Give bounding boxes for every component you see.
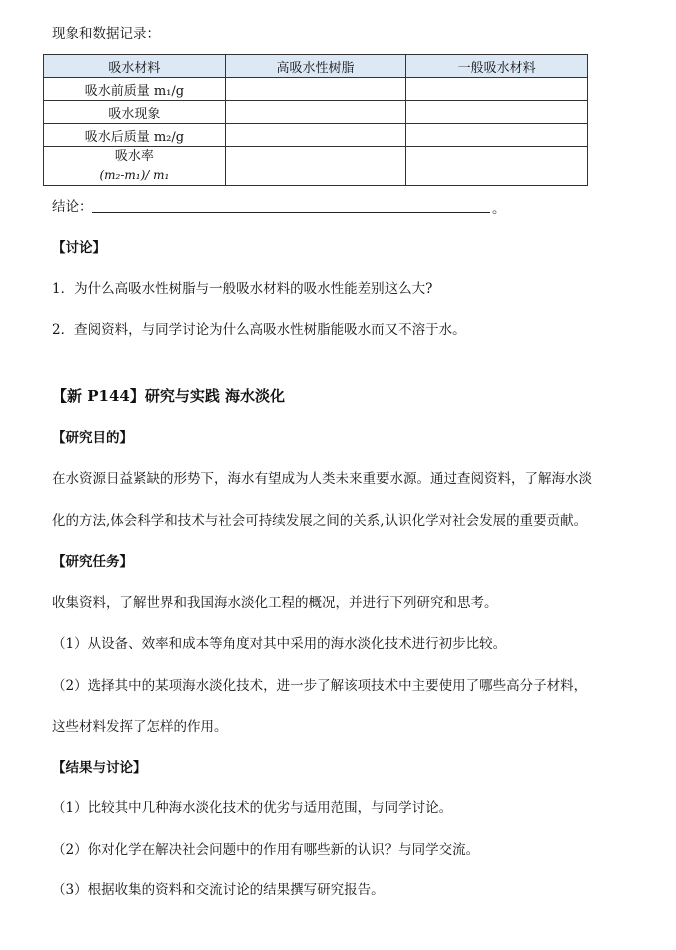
conclusion-blank-line: [92, 212, 490, 213]
empty-cell: [225, 147, 406, 186]
table-header-cell: 吸水材料: [44, 55, 226, 78]
table-row: [44, 78, 588, 101]
task-title: 【研究任务】: [52, 554, 133, 570]
result-item-1: （1）比较其中几种海水淡化技术的优劣与适用范围，与同学讨论。: [52, 800, 453, 816]
table-header-cell: 高吸水性树脂: [225, 55, 406, 78]
empty-cell: [225, 124, 406, 147]
result-item-3: （3）根据收集的资料和交流讨论的结果撰写研究报告。: [52, 882, 385, 898]
discussion-question-1: 1．为什么高吸水性树脂与一般吸水材料的吸水性能差别这么大?: [52, 281, 433, 297]
row-label: 吸水前质量 m₁/g: [44, 78, 226, 101]
table-row: [44, 124, 588, 147]
conclusion-end: 。: [492, 201, 506, 217]
rate-label: 吸水率: [114, 149, 154, 164]
task-item-1: （1）从设备、效率和成本等角度对其中采用的海水淡化技术进行初步比较。: [52, 636, 507, 652]
empty-cell: [406, 78, 588, 101]
result-title: 【结果与讨论】: [52, 760, 147, 776]
task-intro: 收集资料，了解世界和我国海水淡化工程的概况，并进行下列研究和思考。: [52, 595, 498, 611]
task-item-2-cont: 这些材料发挥了怎样的作用。: [52, 719, 228, 735]
rate-formula: (m₂-m₁)/ m₁: [99, 168, 170, 182]
empty-cell: [406, 101, 588, 124]
table-row: [44, 101, 588, 124]
row-label: 吸水现象: [44, 101, 226, 124]
discussion-title: 【讨论】: [52, 240, 106, 256]
task-item-2: （2）选择其中的某项海水淡化技术，进一步了解该项技术中主要使用了哪些高分子材料，: [52, 678, 588, 694]
purpose-line-2: 化的方法,体会科学和技术与社会可持续发展之间的关系,认识化学对社会发展的重要贡献。: [52, 513, 588, 529]
empty-cell: [225, 101, 406, 124]
discussion-question-2: 2．查阅资料，与同学讨论为什么高吸水性树脂能吸水而又不溶于水。: [52, 322, 466, 338]
empty-cell: [406, 147, 588, 186]
data-record-table: [43, 54, 588, 186]
row-label: 吸水后质量 m₂/g: [44, 124, 226, 147]
section-title: 【新 P144】研究与实践 海水淡化: [52, 387, 286, 405]
record-label: 现象和数据记录：: [52, 26, 160, 42]
row-label-rate: [44, 147, 226, 186]
table-row: [44, 147, 588, 186]
table-header-cell: 一般吸水材料: [406, 55, 588, 78]
empty-cell: [225, 78, 406, 101]
table-header-row: [44, 55, 588, 78]
conclusion-label: 结论：: [52, 199, 93, 215]
result-item-2: （2）你对化学在解决社会问题中的作用有哪些新的认识？与同学交流。: [52, 842, 480, 858]
purpose-title: 【研究目的】: [52, 430, 133, 446]
purpose-line-1: 在水资源日益紧缺的形势下，海水有望成为人类未来重要水源。通过查阅资料，了解海水淡: [52, 471, 592, 487]
empty-cell: [406, 124, 588, 147]
